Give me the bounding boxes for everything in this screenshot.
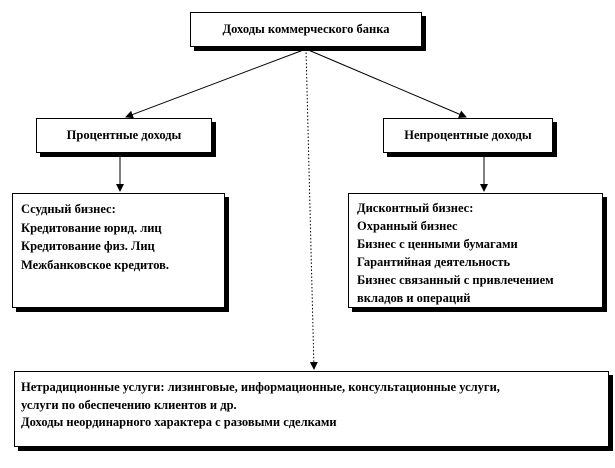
non-interest-item: Бизнес связанный с привлечением: [357, 273, 554, 287]
non-interest-item: Гарантийная деятельность: [357, 255, 511, 269]
interest-item: Кредитование физ. Лиц: [21, 239, 155, 253]
root-node: [190, 12, 422, 47]
interest-item: Кредитование юрид. лиц: [21, 220, 162, 235]
other-income-line: Доходы неординарного характера с разовыми сделками: [21, 415, 337, 429]
arrow-root-to-other: [306, 49, 314, 369]
arrow-root-to-interest: [126, 49, 306, 117]
arrow-root-to-non-interest: [306, 49, 466, 117]
non-interest-item: Охранный бизнес: [357, 219, 458, 233]
interest-item: Межбанковское кредитов.: [21, 257, 170, 272]
non-interest-item: Бизнес с ценными бумагами: [357, 237, 518, 251]
other-income-node: [14, 371, 609, 447]
other-income-line: услуги по обеспечению клиентов и др.: [21, 397, 237, 412]
non-interest-income-details: [348, 193, 603, 308]
non-interest-income-node: [383, 118, 553, 153]
interest-income-label: Процентные доходы: [66, 128, 182, 142]
non-interest-item: Дисконтный бизнес:: [357, 201, 474, 215]
interest-income-node: [36, 118, 212, 153]
non-interest-income-label: Непроцентные доходы: [404, 128, 532, 142]
root-label: Доходы коммерческого банка: [222, 22, 390, 36]
interest-item: Ссудный бизнес:: [21, 202, 116, 216]
non-interest-item: вкладов и операций: [357, 291, 471, 305]
other-income-line: Нетрадиционные услуги: лизинговые, информационные, консультационные услуги,: [21, 380, 500, 394]
interest-income-details: [12, 193, 225, 308]
